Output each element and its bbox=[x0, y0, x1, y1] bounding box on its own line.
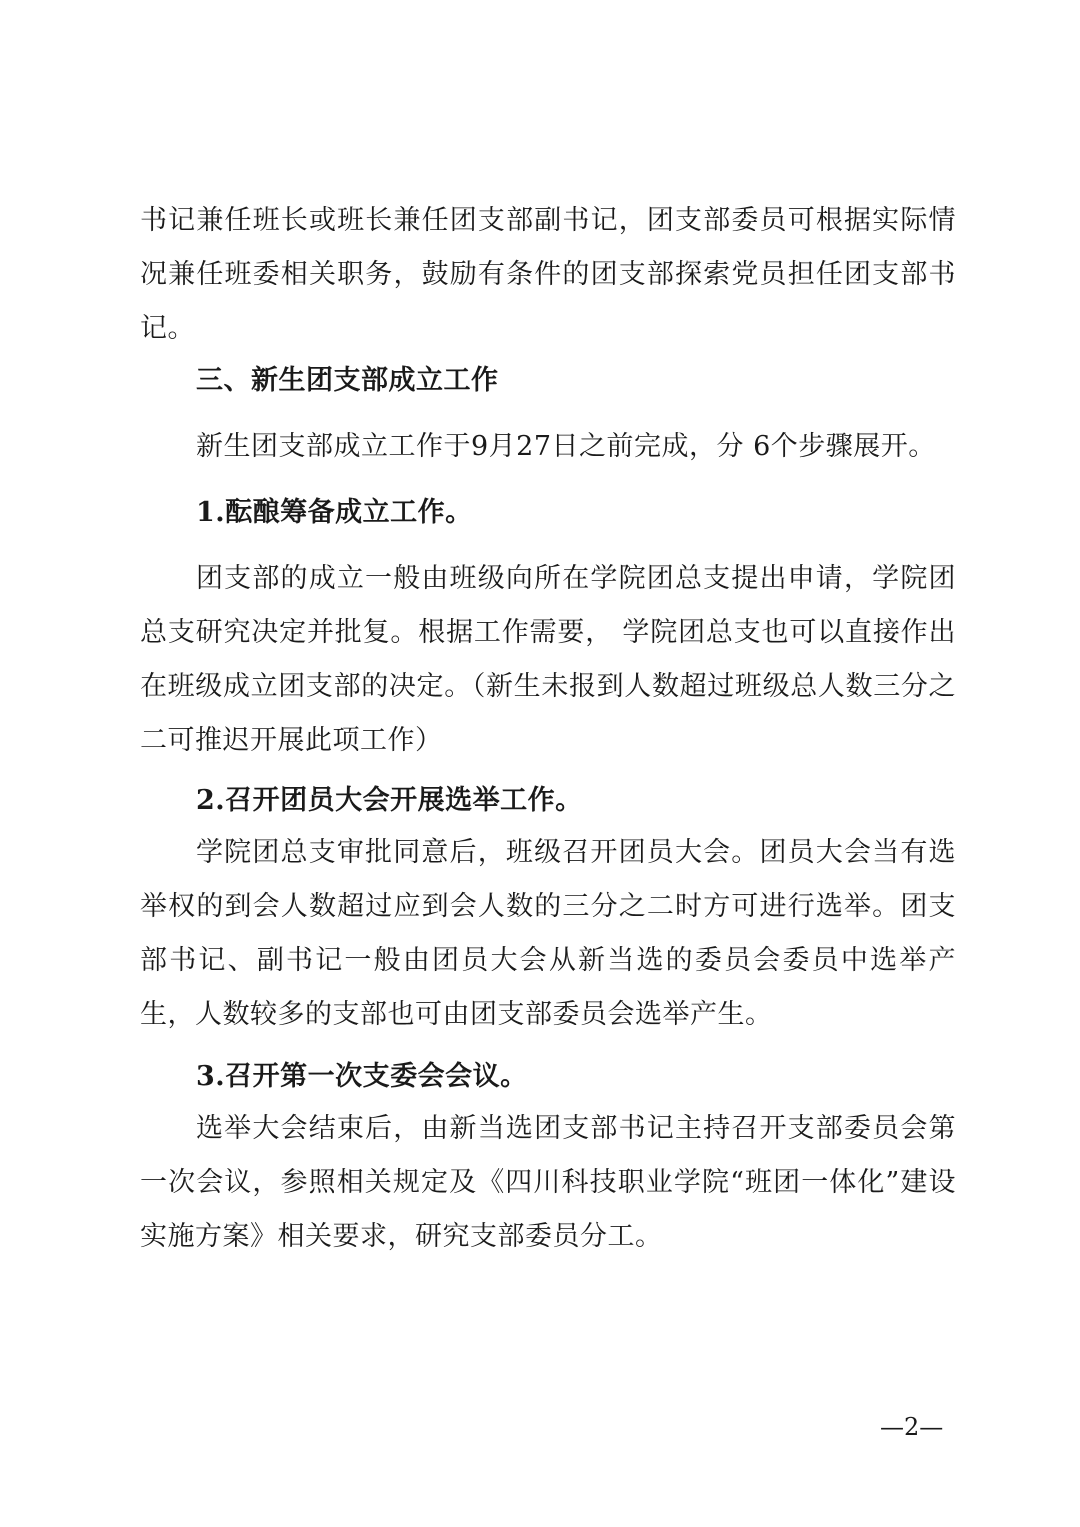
page-number: —2— bbox=[880, 1413, 944, 1441]
step-1-body: 团支部的成立一般由班级向所在学院团总支提出申请，学院团总支研究决定并批复。根据工作需要， 学院团总支也可以直接作出在班级成立团支部的决定。（新生未报到人数超过班级总人数三分之二可推迟开展此项工作） bbox=[140, 563, 956, 756]
paragraph-continued: 书记兼任班长或班长兼任团支部副书记，团支部委员可根据实际情况兼任班委相关职务，鼓励有条件的团支部探索党员担任团支部书记。 bbox=[140, 205, 956, 344]
section-3-intro: 新生团支部成立工作于9月27日之前完成，分 6个步骤展开。 bbox=[196, 431, 936, 462]
step-2-heading: 2.召开团员大会开展选举工作。 bbox=[196, 785, 583, 816]
step-2-body: 学院团总支审批同意后，班级召开团员大会。团员大会当有选举权的到会人数超过应到会人数的三分之二时方可进行选举。团支部书记、副书记一般由团员大会从新当选的委员会委员中选举产生，人数较多的支部也可由团支部委员会选举产生。 bbox=[140, 837, 956, 1030]
step-3-heading: 3.召开第一次支委会会议。 bbox=[196, 1061, 528, 1092]
section-heading-3: 三、新生团支部成立工作 bbox=[196, 365, 499, 396]
step-1-heading: 1.酝酿筹备成立工作。 bbox=[196, 497, 473, 528]
step-3-body: 选举大会结束后，由新当选团支部书记主持召开支部委员会第一次会议，参照相关规定及《四川科技职业学院“班团一体化”建设实施方案》相关要求，研究支部委员分工。 bbox=[140, 1113, 956, 1252]
